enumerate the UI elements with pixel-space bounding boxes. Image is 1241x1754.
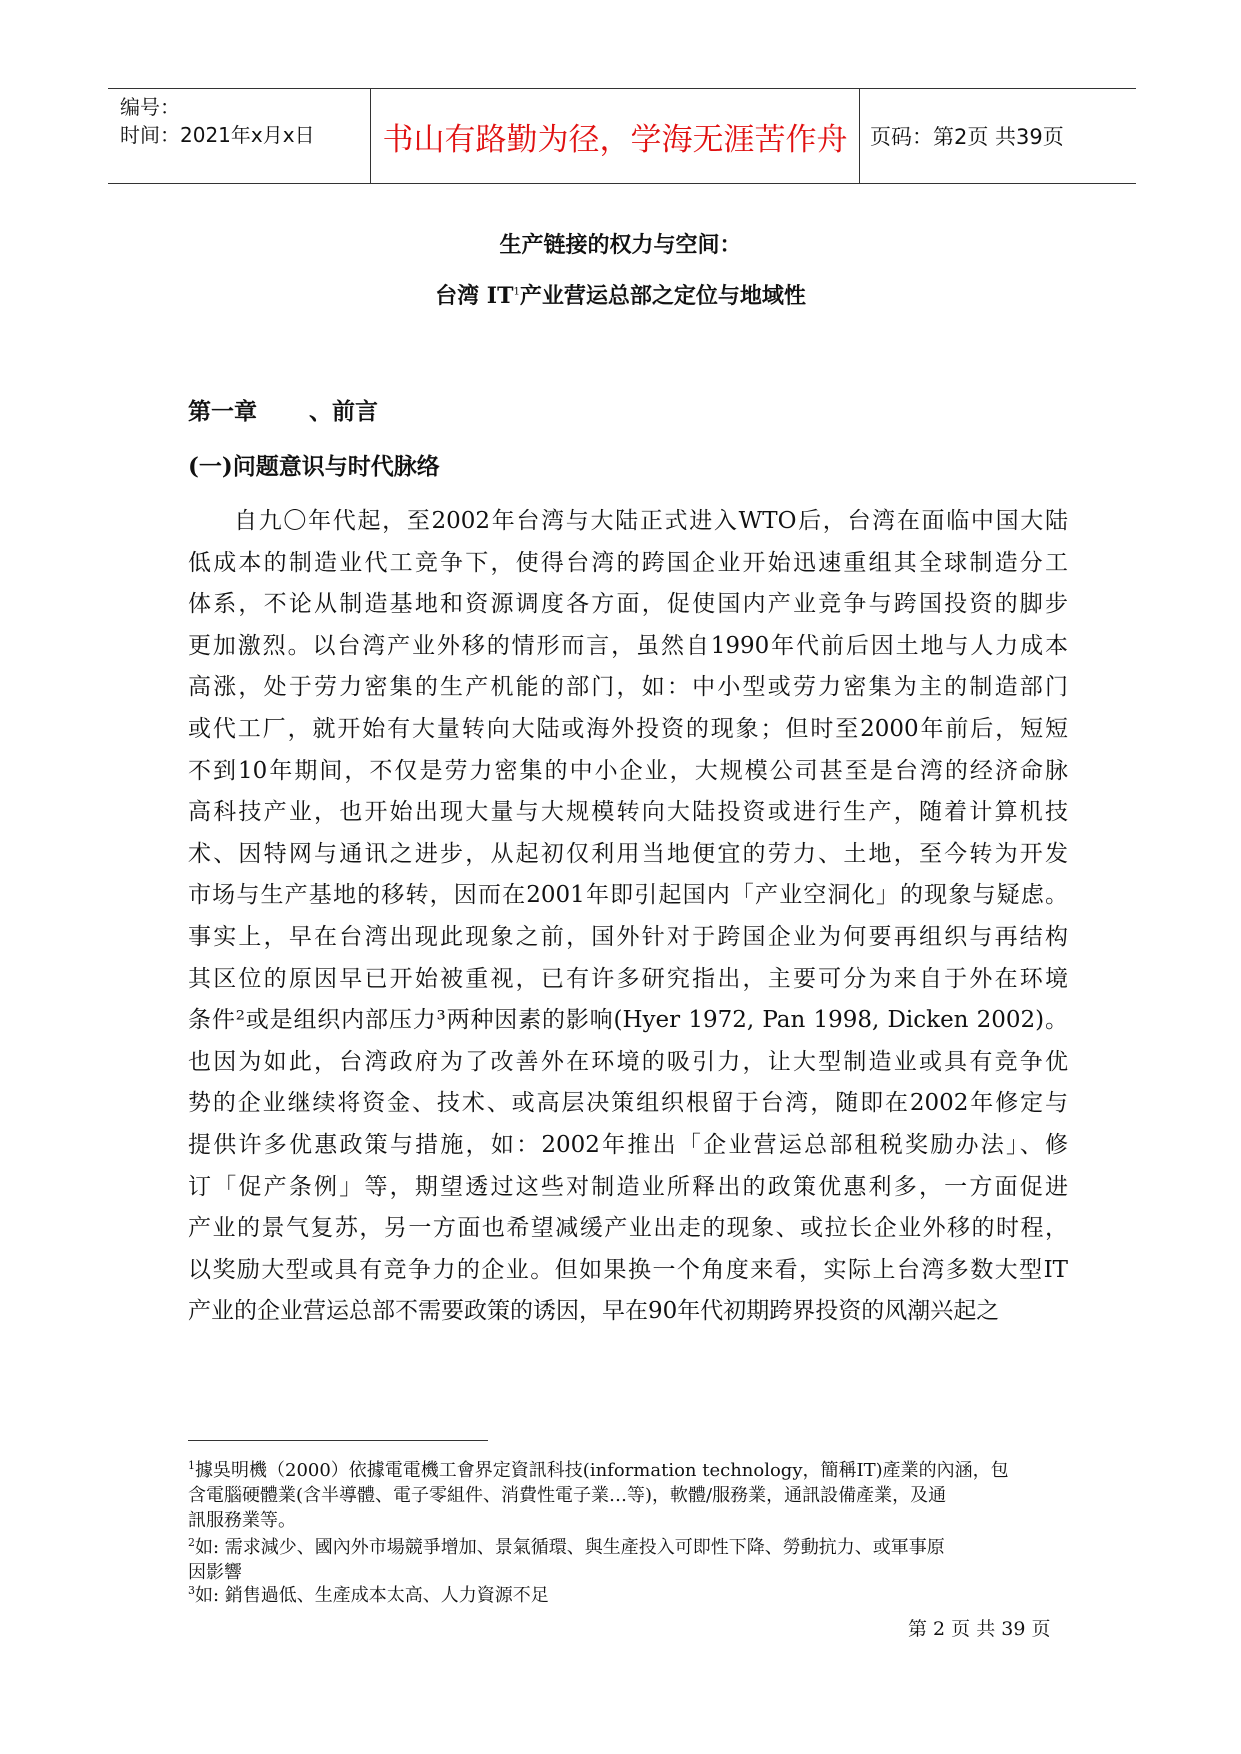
paragraph-line: 或代工厂，就开始有大量转向大陆或海外投资的现象；但时至2000年前后，短短: [188, 715, 1068, 742]
title-line-2-b: 产业营运总部之定位与地域性: [519, 283, 806, 309]
chapter-title: 、前言: [309, 398, 378, 425]
chapter-heading: [188, 393, 378, 426]
paragraph-line: 高涨，处于劳力密集的生产机能的部门，如：中小型或劳力密集为主的制造部门: [188, 674, 1068, 701]
footnote-text: 如: 銷售過低、生產成本太高、人力資源不足: [195, 1585, 549, 1606]
paragraph-line: 自九〇年代起，至2002年台湾与大陆正式进入WTO后，台湾在面临中国大陆: [234, 508, 1068, 534]
paragraph-line: 以奖励大型或具有竞争力的企业。但如果换一个角度来看，实际上台湾多数大型IT: [188, 1256, 1068, 1283]
paragraph-line: 市场与生产基地的移转，因而在2001年即引起国内「产业空洞化」的现象与疑虑。: [188, 882, 1068, 909]
footnote-number: 2: [188, 1536, 195, 1549]
paragraph-line: 产业的企业营运总部不需要政策的诱因，早在90年代初期跨界投资的风潮兴起之: [188, 1298, 1000, 1325]
time-label: 时间：2021年x月x日: [120, 123, 315, 147]
footnote: [188, 1530, 1068, 1585]
page-footer: 第 2 页 共 39 页: [908, 1618, 1051, 1640]
footnote-rule: [188, 1440, 488, 1441]
header-left-cell: [108, 89, 370, 183]
footnote: [188, 1578, 1068, 1608]
footnote-number: 3: [188, 1584, 195, 1597]
paragraph-line: 条件²或是组织内部压力³两种因素的影响(Hyer 1972, Pan 1998, Dicken 2002)。: [188, 1007, 1068, 1034]
footnote-text: 因影響: [188, 1562, 242, 1583]
footnote-text: 含電腦硬體業(含半導體、電子零組件、消費性電子業…等)，軟體/服務業，通訊設備產業，及通: [188, 1485, 947, 1506]
paragraph-line: 低成本的制造业代工竞争下，使得台湾的跨国企业开始迅速重组其全球制造分工: [188, 549, 1068, 576]
paragraph-line: 不到10年期间，不仅是劳力密集的中小企业，大规模公司甚至是台湾的经济命脉: [188, 757, 1068, 784]
chapter-number: 第一章: [188, 398, 257, 425]
title-line-2: [0, 279, 1241, 310]
motto: 书山有路勤为径，学海无涯苦作舟: [370, 89, 860, 183]
footnote-text: 如: 需求減少、國內外市場競爭增加、景氣循環、與生產投入可即性下降、勞動抗力、或軍事原: [195, 1537, 945, 1558]
paragraph-line: 体系，不论从制造基地和资源调度各方面，促使国内产业竞争与跨国投资的脚步: [188, 591, 1068, 618]
footnote-text: 據吳明機（2000）依據電電機工會界定資訊科技(information technology，簡稱IT)產業的內涵，包: [195, 1460, 1009, 1481]
body-paragraph: [188, 501, 1068, 1333]
paragraph-line: 更加激烈。以台湾产业外移的情形而言，虽然自1990年代前后因土地与人力成本: [188, 632, 1068, 659]
page-header: [108, 88, 1136, 184]
paragraph-line: 术、因特网与通讯之进步，从起初仅利用当地便宜的劳力、土地，至今转为开发: [188, 840, 1068, 867]
page-info: 页码：第2页 共39页: [870, 125, 1064, 149]
title-line-1: 生产链接的权力与空间：: [499, 232, 742, 258]
paragraph-line: 其区位的原因早已开始被重视，已有许多研究指出，主要可分为来自于外在环境: [188, 965, 1068, 992]
paragraph-line: 事实上，早在台湾出现此现象之前，国外针对于跨国企业为何要再组织与再结构: [188, 923, 1068, 950]
paragraph-line: 高科技产业，也开始出现大量与大规模转向大陆投资或进行生产，随着计算机技: [188, 799, 1068, 826]
footnote-text: 訊服務業等。: [188, 1510, 296, 1531]
paragraph-line: 也因为如此，台湾政府为了改善外在环境的吸引力，让大型制造业或具有竞争优: [188, 1048, 1068, 1075]
paragraph-line: 提供许多优惠政策与措施，如：2002年推出「企业营运总部租税奖励办法」、修: [188, 1131, 1068, 1158]
title-line-2-a: 台湾 IT: [435, 283, 514, 309]
paragraph-line: 订「促产条例」等，期望透过这些对制造业所释出的政策优惠利多，一方面促进: [188, 1173, 1068, 1200]
title-footnote-ref: 1: [513, 286, 520, 298]
number-label: 编号：: [120, 95, 180, 119]
paragraph-line: 产业的景气复苏，另一方面也希望减缓产业出走的现象、或拉长企业外移的时程，: [188, 1215, 1068, 1242]
footnote-number: 1: [188, 1459, 195, 1472]
footnote: [188, 1453, 1068, 1533]
paragraph-line: 势的企业继续将资金、技术、或高层决策组织根留于台湾，随即在2002年修定与: [188, 1090, 1068, 1117]
section-heading: (一)问题意识与时代脉络: [188, 453, 440, 480]
